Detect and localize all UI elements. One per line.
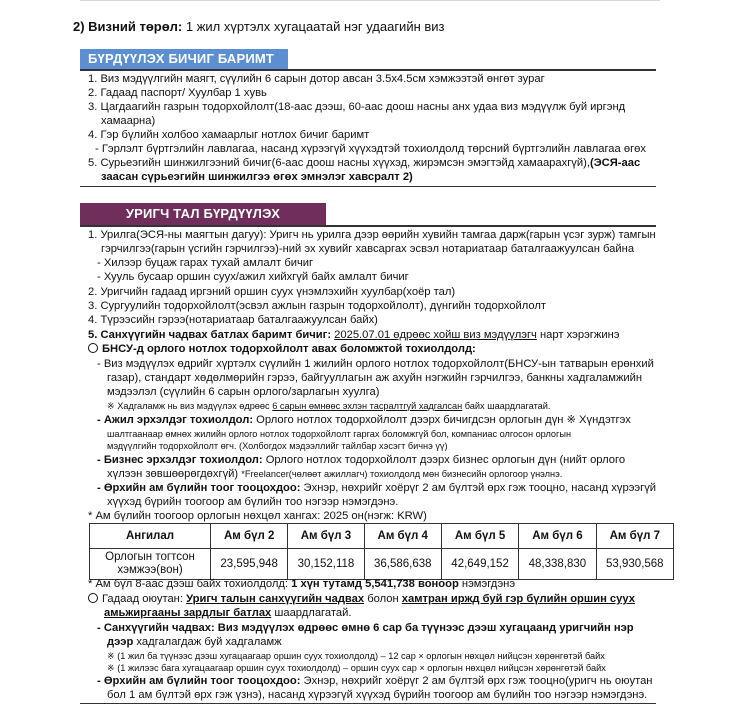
savings-note — [107, 399, 550, 413]
section-header-underline — [80, 69, 656, 71]
inv-item-1-sub-b: - Хууль бусаар оршин суух/ажил хийхгүй байх амлалт бичиг — [97, 271, 409, 283]
student-d: хамтран иржд буй гэр бүлийн оршин суух — [401, 593, 635, 605]
circle-bullet-icon — [88, 343, 98, 353]
large-household-b: 1 хүн тутамд 5,541,738 воноор — [291, 578, 459, 590]
financial-line-2a: дээр — [107, 636, 134, 648]
inv-item-5-rest: нарт хэрэгжинэ — [536, 329, 620, 341]
student-line-2a: амьжиргааны зардлыг батлах — [104, 607, 272, 619]
financial-note-2: ※ (1 жилээс бага хугацаагаар оршин суух тохиолдолд) – оршин суух сар × орлогын нөхцөл нийцсэн хөрөнгөтэй байх — [107, 663, 606, 673]
threshold-note: * Ам бүлийн тоогоор орлогын нөхцөл хангах: 2025 он(нэгж: KRW) — [88, 510, 427, 522]
household-line-2: хүүхэд бүрийн тоогоор ам бүлийн тоо нэгээр нэмэгдэнэ. — [107, 496, 399, 508]
inv-item-1: 1. Урилга(ЭСЯ-ны маягтын дагуу): Уригч нь урилга дээр өөрийн хувийн тамгаа дарж(гарын үсэг зурж) тамгын — [88, 229, 656, 241]
table-header-row — [90, 524, 674, 549]
bnsu-title-line — [88, 342, 476, 356]
section-header-inviter: УРИГЧ ТАЛ БҮРДҮҮЛЭХ — [80, 203, 326, 225]
household-line — [97, 481, 656, 495]
doc-item-4-sub: - Гэрлэлт бүртгэлийн лавлагаа, насанд хүрээгүй хүүхэдтэй тохиолдолд төрсний бүртгэлийн лавлагаа өгөх — [95, 143, 646, 155]
business-text: Орлого нотлох тодорхойлолт дээрх бизнес орлогын дүн (нийт орлого — [262, 454, 626, 466]
financial-capacity-line: - Санхүүгийн чадвах: Виз мэдүүлэх өдрөөс өмнө 6 сар ба түүнээс дээш хугацаанд уригчийн нэр — [97, 622, 634, 634]
student-a: Гадаад оюутан: — [102, 593, 187, 605]
savings-note-b: байх шаардлагатай. — [462, 401, 551, 411]
section1-bottom-line — [80, 186, 656, 187]
circle-bullet-icon — [88, 593, 98, 603]
visa-type-line — [73, 19, 445, 34]
table-header: Ам бүл 7 — [596, 524, 673, 549]
student-b: Уригч талын санхүүгийн чадвах — [186, 593, 365, 605]
doc-item-4: 4. Гэр бүлийн холбоо хамаарлыг нотлох бичиг баримт — [88, 129, 370, 141]
financial-line-2b: хадгалагдаж буй хадгаламж — [133, 636, 282, 648]
household-label: - Өрхийн ам бүлийн тоог тооцохдоо: — [97, 482, 301, 494]
financial-capacity-line-2 — [107, 635, 282, 649]
savings-note-a: ※ Хадгаламж нь виз мэдүүлэх өдрөөс — [107, 401, 273, 411]
visa-type-title: 2) Визний төрөл: — [73, 19, 183, 34]
doc-item-3: 3. Цагдаагийн газрын тодорхойлолт(18-аас дээш, 60-аас доош насны анх удаа виз мэдүүлж буй иргэнд — [88, 101, 626, 113]
inv-item-5-label: 5. Санхүүгийн чадвах батлах баримт бичиг: — [88, 329, 332, 341]
table-cell: 30,152,118 — [288, 549, 364, 580]
table-header: Ангилал — [90, 524, 211, 549]
table-cell: 42,649,152 — [441, 549, 518, 580]
row-label-line-2: хэмжээ(вон) — [117, 564, 183, 576]
financial-note-1: ※ (1 жил ба түүнээс дээш хугацаагаар оршин суух тохиолдолд) – 12 сар × орлогын нөхцөл нийцсэн хөрөнгөтэй байх — [107, 651, 605, 661]
employee-line-3: мэдүүлгийн тодорхойлолт өгч. (Холбогдох мэдээллийг тайлбар хэсэгт бичнэ үү) — [107, 441, 448, 451]
bnsu-line-1: - Виз мэдүүлэх өдрийг хүртэлх сүүлийн 1 жилийн орлого нотлох тодорхойлолт(БНСУ-ын татварын ерөнхий — [97, 358, 654, 370]
table-cell: 36,586,638 — [364, 549, 441, 580]
table-cell: 53,930,568 — [596, 549, 673, 580]
household-count-line-2: бол 1 ам бүлтэй өрх гэж үзнэ), насанд хүрээгүй хүүхэд бүрийн тоогоор ам бүлийн тоо нэгээр нэмэгдэнэ. — [107, 689, 648, 701]
employee-line — [97, 413, 631, 427]
table-header: Ам бүл 5 — [441, 524, 518, 549]
table-cell: 23,595,948 — [211, 549, 288, 580]
table-header: Ам бүл 3 — [288, 524, 364, 549]
inv-item-3: 3. Сургуулийн тодорхойлолт(эсвэл ажлын газрын тодорхойлолт), дүнгийн тодорхойлолт — [88, 300, 547, 312]
inv-item-2: 2. Уригчийн гадаад иргэний оршин суух үнэмлэхийн хуулбар(хоёр тал) — [88, 286, 456, 298]
income-threshold-table — [89, 523, 674, 580]
inv-item-5 — [88, 328, 620, 342]
household-count-label: - Өрхийн ам бүлийн тоог тооцохдоо: — [97, 675, 301, 687]
inv-item-1-cont: гэрчилгээ(гарын үсгийн гэрчилгээ)-ний эх хувийг хавсаргах эсвэл нотариатаар баталгаажуулсан байна — [101, 243, 635, 255]
business-line — [97, 453, 625, 467]
doc-item-1: 1. Виз мэдүүлгийн маягт, сүүлийн 6 сарын дотор авсан 3.5x4.5см хэмжээтэй өнгөт зураг — [88, 73, 545, 85]
bnsu-line-2: газар), стандарт хөдөлмөрийн гэрээ, байгууллагын аж ахуйн нэгжийн гэрчилгээ, банкны хадгаламжийн — [107, 372, 643, 384]
employee-label: - Ажил эрхэлдэг тохиолдол: — [97, 414, 254, 426]
doc-item-5 — [88, 156, 640, 170]
employee-line-2: шалтгаанаар өмнөх жилийн орлого нотлох тодорхойлолт гаргах боломжгүй бол, компаниас олгосон орлогын — [107, 429, 572, 439]
row-label-line-1: Орлогын тогтсон — [105, 551, 195, 563]
visa-type-desc: 1 жил хүртэлх хугацаатай нэг удаагийн виз — [185, 19, 445, 34]
inv-item-5-date: 2025.07.01 өдрөөс хойш виз мэдүүлэгч — [334, 329, 537, 341]
doc-item-3-cont: хамаарна) — [101, 115, 156, 127]
large-household-c: нэмэгдэнэ — [458, 578, 516, 590]
table-header: Ам бүл 2 — [211, 524, 288, 549]
doc-item-5-bold: (ЭСЯ-аас — [589, 157, 641, 169]
student-line-2 — [104, 606, 351, 620]
inv-item-1-sub-a: - Хилээр буцаж гарах тухай амлалт бичиг — [97, 257, 314, 269]
student-line-2b: шаардлагатай. — [271, 607, 352, 619]
large-household-a: * Ам бүл 8-аас дээш байх тохиолдолд: — [88, 578, 292, 590]
business-line-2b: *Freelancer(чөлөөт ажиллагч) тохиолдолд мөн бизнесийн орлогоор үнэлнэ. — [241, 469, 563, 479]
doc-item-5-text: 5. Сурьеэгийн шинжилгээний бичиг(6-аас доош насны хүүхэд, жирэмсэн эмэгтэйд хамаарахгүй), — [88, 157, 590, 169]
table-header: Ам бүл 6 — [519, 524, 596, 549]
table-row — [90, 549, 674, 580]
bnsu-title: БНСУ-д орлого нотлох тодорхойлолт авах боломжтой тохиолдолд: — [102, 343, 476, 355]
inv-item-4: 4. Түрээсийн гэрээ(нотариатаар баталгаажуулсан байх) — [88, 314, 378, 326]
household-count-text: Эхнэр, нөхрийг хоёрүг 2 ам бүлтэй өрх гэж тооцно(уригч нь оюутан — [300, 675, 653, 687]
large-household-note — [88, 577, 515, 591]
business-line-2 — [107, 467, 562, 481]
savings-note-u: 6 сарын өмнөөс эхлэн тасралтгүй хадгалсан — [272, 401, 463, 411]
section2-header-underline — [80, 225, 656, 227]
employee-text: Орлого нотлох тодорхойлолт дээрх бичигдсэн орлогын дүн ※ Хүндэтгэх — [253, 414, 631, 426]
student-line — [88, 592, 635, 606]
student-c: болон — [364, 593, 402, 605]
table-row-label — [90, 549, 211, 580]
doc-item-2: 2. Гадаад паспорт/ Хуулбар 1 хувь — [88, 87, 267, 99]
household-text: Эхнэр, нөхрийг хоёрүг 2 ам бүлтэй өрх гэж тооцно, насанд хүрээгүй — [300, 482, 657, 494]
section-header-documents: БҮРДҮҮЛЭХ БИЧИГ БАРИМТ — [80, 49, 288, 69]
business-label: - Бизнес эрхэлдэг тохиолдол: — [97, 454, 263, 466]
doc-item-5-cont: заасан сүрьеэгийн шинжилгээ өгөх эмнэлэг хавсралт 2) — [101, 171, 413, 183]
top-divider — [80, 0, 660, 3]
business-line-2a: хүлээн зөвшөөрөгдөхгүй) — [107, 468, 242, 480]
household-count-line — [97, 674, 652, 688]
bnsu-line-3: мэдээлэл (сүүлийн 6 сарын орлого/зарлагын хуулга) — [107, 386, 380, 398]
table-header: Ам бүл 4 — [364, 524, 441, 549]
table-cell: 48,338,830 — [519, 549, 596, 580]
